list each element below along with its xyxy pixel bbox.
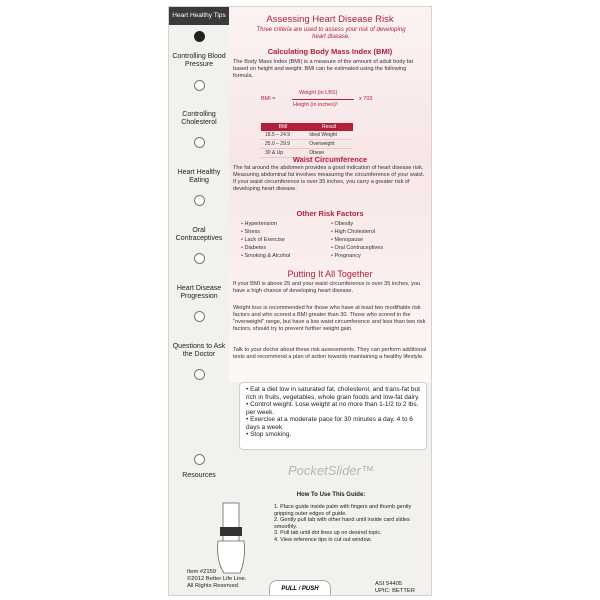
- page-title: Assessing Heart Disease Risk: [266, 14, 394, 25]
- howto-step: 3. Pull tab until dot lines up on desired topic.: [274, 530, 382, 537]
- item-number: Item #2159: [187, 569, 217, 575]
- howto-step: 1. Place guide inside palm with fingers and thumb gently gripping outer edges of guide.: [274, 504, 412, 517]
- list-item: • Obesity: [331, 220, 383, 228]
- list-item: • Pregnancy: [331, 252, 383, 260]
- formula-label: BMI =: [261, 96, 276, 102]
- table-cell: Overweight: [305, 140, 353, 149]
- upic-code: UPIC: BETTER: [375, 587, 415, 594]
- dot-icon: [194, 454, 205, 465]
- copyright: ©2012 Better Life Line.: [187, 575, 247, 582]
- tab-controlling-blood-pressure[interactable]: Controlling Blood Pressure: [172, 53, 226, 68]
- tab-questions-to-ask-the-doctor[interactable]: Questions to Ask the Doctor: [172, 343, 226, 358]
- together-paragraph-1: If your BMI is above 25 and your waist circumference is over 35 inches, you have a high chance of developing heart disease.: [233, 281, 421, 294]
- bmi-text: The Body Mass Index (BMI) is a measure of the amount of adult body fat based on height and weight. BMI can be estimated using the following formula.: [233, 59, 414, 79]
- brand-logo: PocketSlider™: [288, 463, 374, 478]
- table-cell: Obese: [305, 149, 353, 158]
- table-row: [261, 140, 353, 149]
- tab-heart-disease-progression[interactable]: Heart Disease Progression: [176, 285, 222, 300]
- howto-step: 4. View reference tips in cut out window.: [274, 536, 372, 543]
- howto-title: How To Use This Guide:: [296, 492, 366, 498]
- tip-item: • Stop smoking.: [246, 431, 420, 439]
- howto-step: 2. Gently pull tab with other hand until inside card slides smoothly.: [274, 517, 410, 530]
- fraction-line: [292, 99, 354, 100]
- tips-window: [239, 382, 427, 450]
- tip-item: • Exercise at a moderate pace for 30 minutes a day, 4 to 6 days a week.: [246, 416, 420, 431]
- list-item: • High Cholesterol: [331, 228, 383, 236]
- other-risk-heading: Other Risk Factors: [296, 209, 364, 218]
- list-item: • Stress: [241, 228, 290, 236]
- waist-text: The fat around the abdomen provides a good indication of heart disease risk. Measuring abdominal fat involves measuring the circumference of your waist. If your waist circumference is over 35 inches, you carry a greater risk of developing heart disease.: [233, 165, 425, 192]
- bmi-formula: [259, 87, 419, 117]
- footer-right: [375, 581, 415, 595]
- table-cell: 18.5 – 24.9: [261, 131, 305, 140]
- tab-heart-healthy-tips[interactable]: Heart Healthy Tips: [169, 7, 229, 25]
- together-paragraph-2: Weight loss is recommended for those who have at least two modifiable risk factors and who scored a BMI greater than 30. Those who scored in the "overweight" range, but have a low waist circumference and less than two risk factors, should try to prevent further weight gain.: [233, 305, 426, 332]
- howto-steps: [274, 504, 422, 544]
- table-header: BMI: [261, 123, 305, 131]
- table-header-row: [261, 123, 353, 131]
- list-item: • Menopause: [331, 236, 383, 244]
- page-subtitle: Three criteria are used to assess your risk of developing heart disease.: [256, 27, 406, 40]
- formula-multiplier: x 703: [359, 96, 373, 102]
- together-heading: Putting It All Together: [287, 269, 373, 279]
- rights: All Rights Reserved.: [187, 582, 240, 589]
- bmi-heading: Calculating Body Mass Index (BMI): [267, 47, 393, 56]
- table-header: Result: [305, 123, 353, 131]
- dot-icon: [194, 253, 205, 264]
- together-paragraph-3: Talk to your doctor about these risk assessments. They can perform additional tests and recommend a plan of action towards maintaining a healthy lifestyle.: [233, 347, 427, 360]
- bmi-table: [261, 123, 353, 158]
- table-cell: Ideal Weight: [305, 131, 353, 140]
- list-item: • Lack of Exercise: [241, 236, 290, 244]
- list-item: • Hypertension: [241, 220, 290, 228]
- dot-icon: [194, 369, 205, 380]
- tab-controlling-cholesterol[interactable]: Controlling Cholesterol: [181, 111, 217, 126]
- dot-icon: [194, 137, 205, 148]
- selected-dot-icon: [194, 31, 205, 42]
- footer-left: [187, 569, 246, 589]
- table-cell: 30 & Up: [261, 149, 305, 158]
- list-item: • Oral Contraceptives: [331, 244, 383, 252]
- tip-item: • Control weight. Lose weight at no more than 1-1/2 to 2 lbs. per week.: [246, 401, 420, 416]
- risk-list-right: [331, 220, 383, 260]
- tab-oral-contraceptives[interactable]: Oral Contraceptives: [175, 227, 223, 242]
- list-item: • Diabetes: [241, 244, 290, 252]
- asi-number: ASI 54405: [375, 581, 403, 587]
- dot-icon: [194, 80, 205, 91]
- formula-numerator: Weight (in LBS): [299, 90, 338, 96]
- table-row: [261, 131, 353, 140]
- hand-illustration-icon: [214, 501, 248, 575]
- formula-denominator: Height (in inches)²: [293, 102, 338, 108]
- table-cell: 25.0 – 29.9: [261, 140, 305, 149]
- risk-list-left: [241, 220, 290, 260]
- pocket-slider-card: [168, 6, 432, 596]
- dot-icon: [194, 195, 205, 206]
- tab-heart-healthy-eating[interactable]: Heart Healthy Eating: [177, 169, 221, 184]
- tab-resources[interactable]: Resources: [182, 472, 216, 479]
- waist-heading: Waist Circumference: [292, 155, 368, 164]
- tip-item: • Eat a diet low in saturated fat, cholesterol, and trans-fat but rich in fruits, vegetables, whole grain foods and low-fat dairy.: [246, 386, 420, 401]
- dot-icon: [194, 311, 205, 322]
- pull-push-tab[interactable]: PULL / PUSH: [269, 580, 331, 596]
- list-item: • Smoking & Alcohol: [241, 252, 290, 260]
